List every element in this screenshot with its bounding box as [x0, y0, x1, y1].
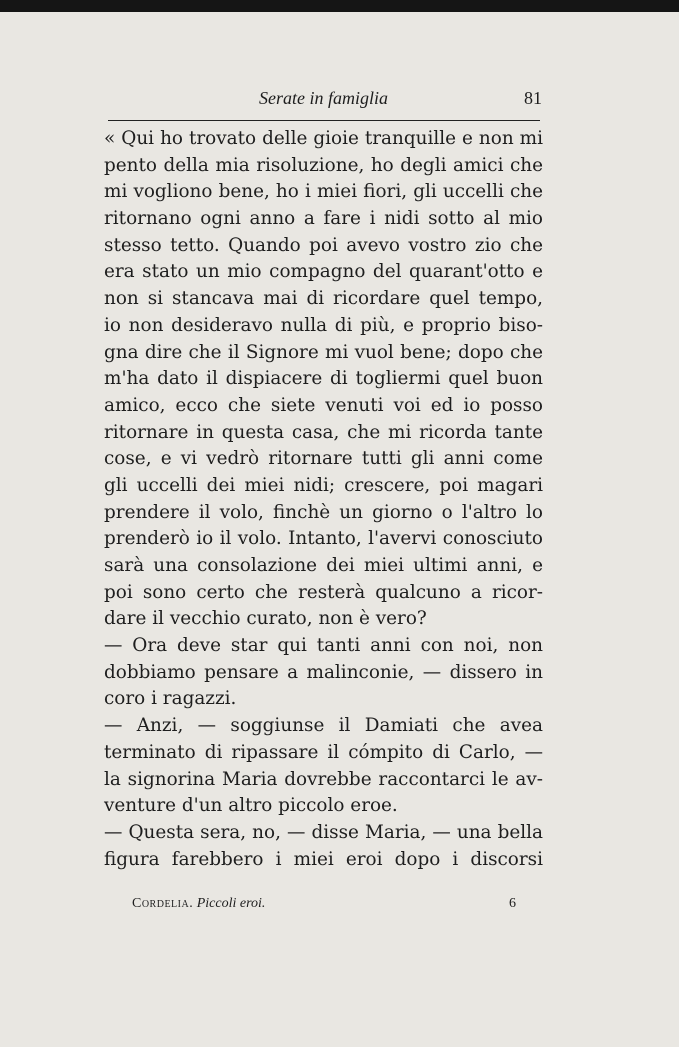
page-number: 81	[524, 88, 542, 108]
text-line: ritornare in questa casa, che mi ricorda tante	[104, 421, 543, 443]
text-line: io non desideravo nulla di più, e proprio biso-	[104, 314, 543, 336]
text-line: amico, ecco che siete venuti voi ed io posso	[104, 394, 543, 416]
text-line: m'ha dato il dispiacere di togliermi quel buon	[104, 368, 543, 390]
text-line: dare il vecchio curato, non è vero?	[104, 608, 427, 630]
text-line: cose, e vi vedrò ritornare tutti gli anni come	[104, 448, 543, 470]
text-line: « Qui ho trovato delle gioie tranquille e non mi	[104, 128, 543, 149]
text-line: ritornano ogni anno a fare i nidi sotto al mio	[104, 208, 543, 230]
scan-top-edge	[0, 0, 679, 12]
text-line: la signorina Maria dovrebbe raccontarci le av-	[104, 768, 543, 790]
text-line: — Questa sera, no, — disse Maria, — una bella	[104, 821, 543, 843]
text-line: prenderò io il volo. Intanto, l'avervi conosciuto	[104, 528, 543, 550]
text-line: gli uccelli dei miei nidi; crescere, poi magari	[104, 474, 543, 496]
text-line: venture d'un altro piccolo eroe.	[104, 795, 398, 817]
text-line: — Ora deve star qui tanti anni con noi, non	[104, 635, 543, 657]
page-header	[105, 86, 542, 114]
text-line: — Anzi, — soggiunse il Damiati che avea	[104, 715, 543, 737]
text-line: non si stancava mai di ricordare quel tempo,	[104, 288, 543, 310]
text-line: terminato di ripassare il cómpito di Carlo, —	[104, 741, 543, 763]
text-line: era stato un mio compagno del quarant'otto e	[104, 261, 543, 283]
text-line: coro i ragazzi.	[104, 688, 237, 710]
text-line: mi vogliono bene, ho i miei fiori, gli uccelli che	[104, 181, 543, 203]
body-text	[104, 126, 543, 873]
text-line: figura farebbero i miei eroi dopo i discorsi	[104, 848, 543, 870]
text-line: dobbiamo pensare a malinconie, — dissero in	[104, 661, 543, 683]
text-line: stesso tetto. Quando poi avevo vostro zio che	[104, 234, 543, 256]
text-line: sarà una consolazione dei miei ultimi anni, e	[104, 555, 543, 576]
footer-title: Piccoli eroi.	[196, 896, 266, 911]
footer-author: Cordelia.	[132, 896, 194, 911]
header-rule	[108, 120, 540, 121]
page-footer	[132, 896, 516, 918]
signature-mark: 6	[509, 896, 516, 911]
text-line: pento della mia risoluzione, ho degli amici che	[104, 154, 543, 176]
text-line: gna dire che il Signore mi vuol bene; dopo che	[104, 341, 543, 363]
text-line: prendere il volo, finchè un giorno o l'altro lo	[104, 501, 543, 523]
running-title: Serate in famiglia	[259, 88, 388, 108]
footer-credit	[132, 896, 265, 912]
text-line: poi sono certo che resterà qualcuno a ricor-	[104, 581, 543, 603]
